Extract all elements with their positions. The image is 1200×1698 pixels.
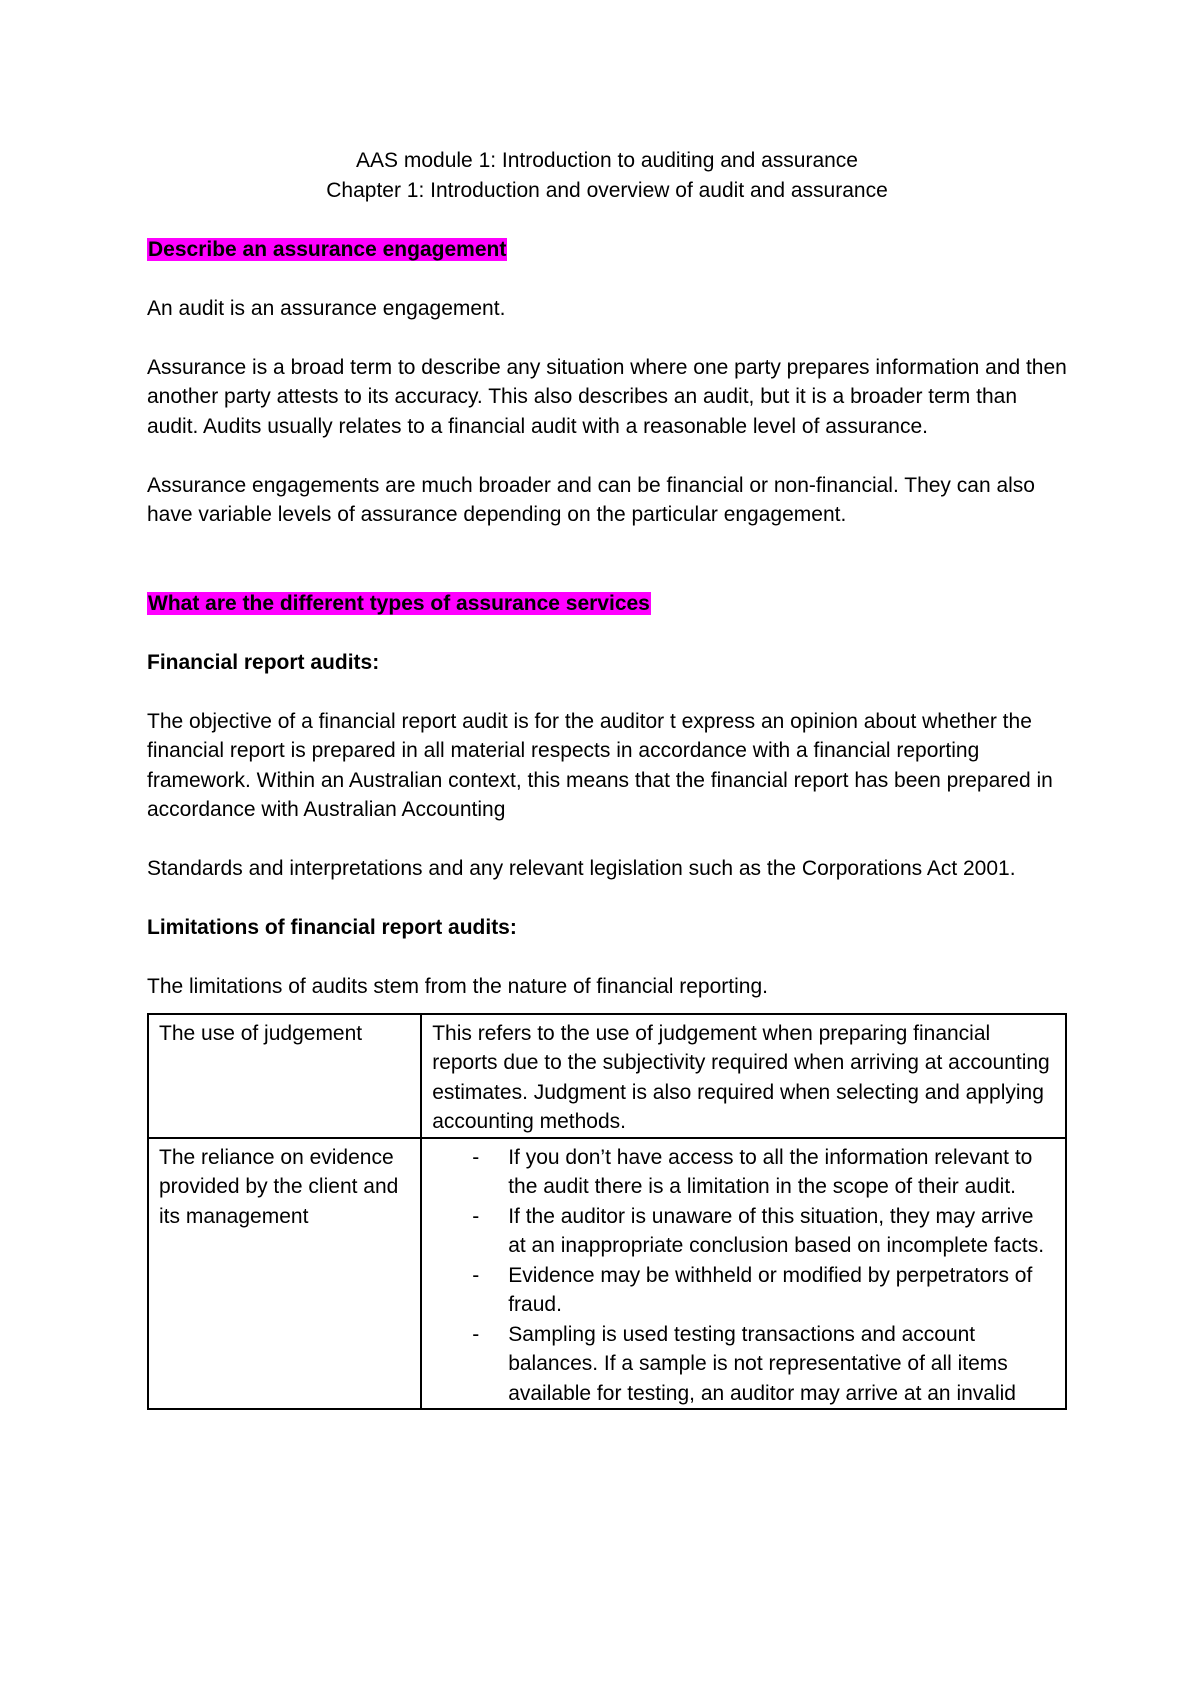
highlighted-heading-text: Describe an assurance engagement <box>148 237 507 261</box>
section-heading-assurance-services <box>147 589 1067 619</box>
module-title: AAS module 1: Introduction to auditing and assurance <box>356 149 858 172</box>
dash-bullet-icon: - <box>472 1263 480 1287</box>
paragraph: An audit is an assurance engagement. <box>147 296 506 320</box>
chapter-title: Chapter 1: Introduction and overview of audit and assurance <box>326 178 888 202</box>
list-item-text: If you don’t have access to all the information relevant to the audit there is a limitation in the scope of their audit. <box>508 1145 1033 1198</box>
list-item <box>472 1143 1055 1202</box>
paragraph: The objective of a financial report audit is for the auditor t express an opinion about whether the financial report is prepared in all material respects in accordance with a financial reporting framework. Within an Australian context, this means that the financial report has been prepared in accordance with Australian Accounting <box>147 709 1053 821</box>
paragraph: Assurance engagements are much broader and can be financial or non-financial. They can also have variable levels of assurance depending on the particular engagement. <box>147 473 1035 526</box>
table-cell-text: This refers to the use of judgement when preparing financial reports due to the subjectivity required when arriving at accounting estimates. Judgment is also required when selecting and applying accounting methods. <box>421 1014 1066 1138</box>
paragraph: Standards and interpretations and any relevant legislation such as the Corporations Act 2001. <box>147 857 1016 880</box>
table-row <box>148 1014 1066 1138</box>
table-cell-label: The use of judgement <box>148 1014 421 1138</box>
list-item-text: Evidence may be withheld or modified by perpetrators of fraud. <box>508 1263 1033 1316</box>
table-cell-label: The reliance on evidence provided by the client and its management <box>148 1138 421 1410</box>
dash-bullet-icon: - <box>472 1322 480 1346</box>
table-row <box>148 1138 1066 1410</box>
dash-bullet-icon: - <box>472 1145 480 1169</box>
limitations-table <box>147 1013 1067 1411</box>
list-item-text: If the auditor is unaware of this situation, they may arrive at an inappropriate conclusion based on incomplete facts. <box>508 1204 1045 1257</box>
section-heading-assurance-engagement <box>147 235 1067 265</box>
table-cell-bullets <box>421 1138 1066 1410</box>
subheading-limitations: Limitations of financial report audits: <box>147 916 517 939</box>
list-item <box>472 1261 1055 1320</box>
document-content <box>147 146 1067 1410</box>
subheading-financial-report-audits: Financial report audits: <box>147 650 380 674</box>
highlighted-heading-text: What are the different types of assurance services <box>148 591 650 615</box>
list-item <box>472 1320 1055 1409</box>
list-item <box>472 1202 1055 1261</box>
paragraph: Assurance is a broad term to describe any situation where one party prepares information and then another party attests to its accuracy. This also describes an audit, but it is a broader term than audit. Audits usually relates to a financial audit with a reasonable level of assurance. <box>147 355 1067 438</box>
list-item-text: Sampling is used testing transactions and account balances. If a sample is not representative of all items available for testing, an auditor may arrive at an invalid <box>508 1322 1016 1405</box>
bullet-list <box>432 1143 1055 1409</box>
paragraph: The limitations of audits stem from the nature of financial reporting. <box>147 975 768 998</box>
dash-bullet-icon: - <box>472 1204 480 1228</box>
